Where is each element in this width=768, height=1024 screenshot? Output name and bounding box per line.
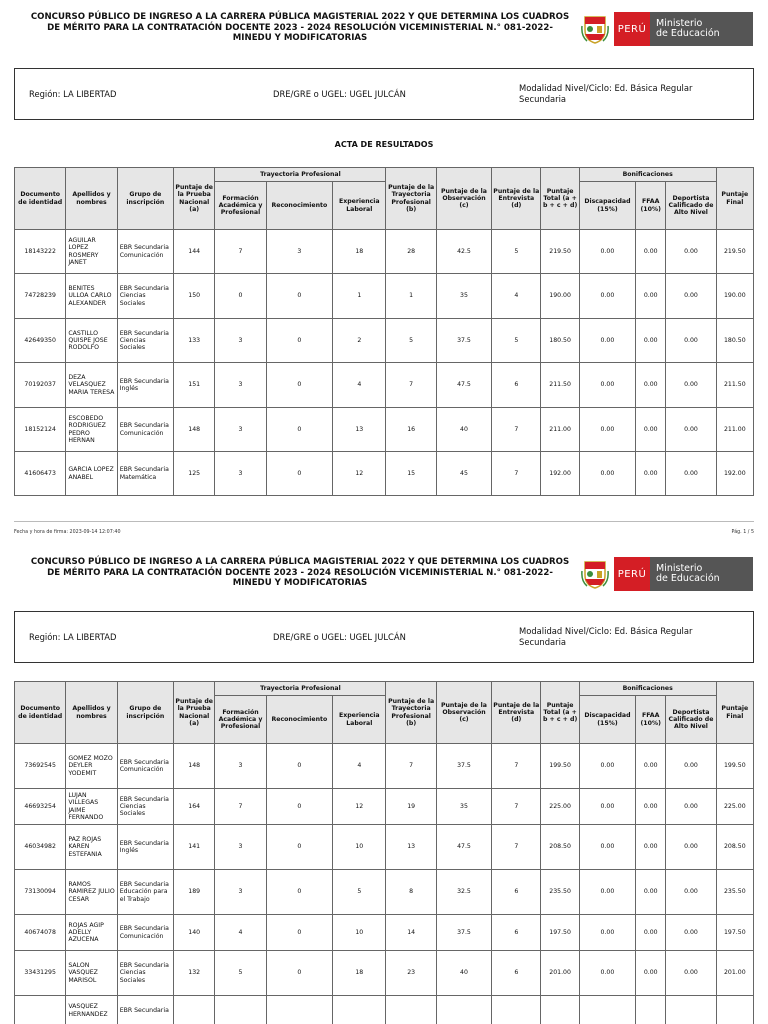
cell-grupo: EBR Secundaria Ciencias Sociales: [117, 789, 173, 825]
cell-entrevista: 6: [492, 363, 541, 408]
cell-documento: 40674078: [15, 915, 66, 951]
cell-discapacidad: 0.00: [579, 825, 635, 870]
cell-grupo: EBR Secundaria Comunicación: [117, 408, 173, 452]
peru-crest-icon: [576, 557, 614, 591]
cell-ffaa: 0.00: [636, 408, 666, 452]
document-title: CONCURSO PÚBLICO DE INGRESO A LA CARRERA PÚBLICA MAGISTERIAL 2022 Y QUE DETERMINA LOS CUADROS DE MÉRITO PARA LA CONTRATACIÓN DOCENTE 2023 - 2024 RESOLUCIÓN VICEMINISTERIAL N.° 081-2022-MINEDU Y MODIFICATORIAS: [30, 557, 570, 589]
cell-final: 190.00: [716, 274, 753, 319]
col-final: Puntaje Final: [716, 168, 753, 230]
cell-grupo: EBR Secundaria Ciencias Sociales: [117, 951, 173, 996]
table-row: [15, 870, 754, 915]
cell-apellidos: GOMEZ MOZO DEYLER YODEMIT: [66, 744, 117, 789]
cell-entrevista: 5: [492, 230, 541, 274]
col-documento: Documento de identidad: [15, 168, 66, 230]
cell-documento: 18143222: [15, 230, 66, 274]
table-row: [15, 915, 754, 951]
cell-entrevista: 4: [492, 274, 541, 319]
col-final: Puntaje Final: [716, 682, 753, 744]
col-puntaje-pn: Puntaje de la Prueba Nacional (a): [174, 168, 215, 230]
cell-apellidos: PAZ ROJAS KAREN ESTEFANIA: [66, 825, 117, 870]
cell-final: 201.00: [716, 951, 753, 996]
col-grupo: Grupo de inscripción: [117, 168, 173, 230]
cell-grupo: EBR Secundaria: [117, 996, 173, 1024]
cell-entrevista: 6: [492, 870, 541, 915]
cell-experiencia: 12: [333, 452, 386, 496]
peru-crest-icon: [576, 12, 614, 46]
cell-formacion: 3: [215, 319, 266, 363]
table-row: [15, 363, 754, 408]
cell-puntaje-tp: 5: [386, 319, 436, 363]
cell-deportista: 0.00: [666, 230, 716, 274]
cell-experiencia: 2: [333, 319, 386, 363]
cell-ffaa: 0.00: [636, 870, 666, 915]
cell-apellidos: CASTILLO QUISPE JOSE RODOLFO: [66, 319, 117, 363]
cell-puntaje-tp: 1: [386, 274, 436, 319]
col-deportista: Deportista Calificado de Alto Nivel: [666, 696, 716, 744]
cell-formacion: 3: [215, 744, 266, 789]
table-row: [15, 274, 754, 319]
cell-deportista: 0.00: [666, 870, 716, 915]
cell-discapacidad: 0.00: [579, 789, 635, 825]
cell-reconocimiento: 0: [266, 915, 332, 951]
cell-apellidos: GARCIA LOPEZ ANABEL: [66, 452, 117, 496]
cell-total: 201.00: [541, 951, 579, 996]
col-ffaa: FFAA (10%): [636, 696, 666, 744]
cell-observacion: 40: [436, 408, 491, 452]
table-row: [15, 825, 754, 870]
document-title: CONCURSO PÚBLICO DE INGRESO A LA CARRERA PÚBLICA MAGISTERIAL 2022 Y QUE DETERMINA LOS CUADROS DE MÉRITO PARA LA CONTRATACIÓN DOCENTE 2023 - 2024 RESOLUCIÓN VICEMINISTERIAL N.° 081-2022-MINEDU Y MODIFICATORIAS: [30, 12, 570, 44]
col-trayectoria: Trayectoria Profesional: [215, 168, 386, 182]
col-entrevista: Puntaje de la Entrevista (d): [492, 168, 541, 230]
cell-discapacidad: 0.00: [579, 274, 635, 319]
cell-reconocimiento: 0: [266, 319, 332, 363]
logo-ministry: Ministerio de Educación: [650, 557, 753, 591]
cell-apellidos: DEZA VELASQUEZ MARIA TERESA: [66, 363, 117, 408]
cell-deportista: 0.00: [666, 951, 716, 996]
cell-puntaje-tp: 15: [386, 452, 436, 496]
cell-formacion: 3: [215, 363, 266, 408]
cell-formacion: 3: [215, 870, 266, 915]
col-apellidos: Apellidos y nombres: [66, 682, 117, 744]
col-puntaje-tp: Puntaje de la Trayectoria Profesional (b): [386, 168, 436, 230]
results-table-2: [14, 681, 754, 1024]
cell-discapacidad: 0.00: [579, 870, 635, 915]
cell-total: 219.50: [541, 230, 579, 274]
table-row: [15, 230, 754, 274]
cell-puntaje-tp: 23: [386, 951, 436, 996]
cell-final: [716, 996, 753, 1024]
page-header: [14, 8, 754, 52]
cell-apellidos: LUJAN VILLEGAS JAIME FERNANDO: [66, 789, 117, 825]
cell-total: 190.00: [541, 274, 579, 319]
table-row: [15, 996, 754, 1024]
cell-puntaje-pn: 140: [174, 915, 215, 951]
col-observacion: Puntaje de la Observación (c): [436, 682, 491, 744]
cell-documento: 73130094: [15, 870, 66, 915]
page-header: [14, 553, 754, 597]
minedu-logo: [576, 557, 753, 591]
cell-grupo: EBR Secundaria Comunicación: [117, 230, 173, 274]
cell-puntaje-tp: 19: [386, 789, 436, 825]
cell-observacion: 47.5: [436, 825, 491, 870]
cell-apellidos: AGUILAR LOPEZ ROSMERY JANET: [66, 230, 117, 274]
cell-documento: 42649350: [15, 319, 66, 363]
table-row: [15, 951, 754, 996]
cell-apellidos: RAMOS RAMIREZ JULIO CESAR: [66, 870, 117, 915]
cell-total: 180.50: [541, 319, 579, 363]
col-formacion: Formación Académica y Profesional: [215, 182, 266, 230]
col-apellidos: Apellidos y nombres: [66, 168, 117, 230]
cell-grupo: EBR Secundaria Comunicación: [117, 744, 173, 789]
cell-formacion: 0: [215, 274, 266, 319]
cell-total: 208.50: [541, 825, 579, 870]
cell-deportista: 0.00: [666, 363, 716, 408]
cell-discapacidad: 0.00: [579, 452, 635, 496]
cell-puntaje-tp: 7: [386, 744, 436, 789]
modalidad-label: Modalidad Nivel/Ciclo: Ed. Básica Regular Secundaria: [519, 626, 693, 647]
cell-deportista: 0.00: [666, 789, 716, 825]
cell-grupo: EBR Secundaria Inglés: [117, 825, 173, 870]
col-experiencia: Experiencia Laboral: [333, 696, 386, 744]
cell-deportista: 0.00: [666, 452, 716, 496]
cell-entrevista: [492, 996, 541, 1024]
info-box: [14, 68, 754, 120]
cell-apellidos: BENITES ULLOA CARLO ALEXANDER: [66, 274, 117, 319]
cell-grupo: EBR Secundaria Inglés: [117, 363, 173, 408]
cell-formacion: 3: [215, 825, 266, 870]
cell-observacion: 32.5: [436, 870, 491, 915]
logo-country: PERÚ: [614, 557, 650, 591]
cell-experiencia: 13: [333, 408, 386, 452]
cell-formacion: 3: [215, 408, 266, 452]
cell-ffaa: 0.00: [636, 825, 666, 870]
cell-reconocimiento: 0: [266, 363, 332, 408]
footer-divider: [14, 521, 754, 522]
modalidad-label: Modalidad Nivel/Ciclo: Ed. Básica Regular Secundaria: [519, 83, 693, 104]
cell-observacion: 37.5: [436, 319, 491, 363]
cell-documento: 73692545: [15, 744, 66, 789]
cell-deportista: 0.00: [666, 319, 716, 363]
cell-grupo: EBR Secundaria Matemática: [117, 452, 173, 496]
cell-puntaje-pn: 148: [174, 744, 215, 789]
cell-documento: 33431295: [15, 951, 66, 996]
cell-formacion: 3: [215, 452, 266, 496]
cell-ffaa: 0.00: [636, 230, 666, 274]
table-row: [15, 452, 754, 496]
col-total: Puntaje Total (a + b + c + d): [541, 682, 579, 744]
info-box: [14, 611, 754, 663]
cell-puntaje-pn: 164: [174, 789, 215, 825]
cell-puntaje-tp: [386, 996, 436, 1024]
cell-experiencia: [333, 996, 386, 1024]
cell-documento: [15, 996, 66, 1024]
cell-entrevista: 7: [492, 408, 541, 452]
cell-final: 211.00: [716, 408, 753, 452]
cell-total: 211.00: [541, 408, 579, 452]
cell-documento: 70192037: [15, 363, 66, 408]
cell-experiencia: 18: [333, 951, 386, 996]
cell-deportista: [666, 996, 716, 1024]
cell-experiencia: 10: [333, 915, 386, 951]
cell-apellidos: VASQUEZ HERNANDEZ: [66, 996, 117, 1024]
cell-puntaje-pn: 133: [174, 319, 215, 363]
cell-deportista: 0.00: [666, 408, 716, 452]
cell-entrevista: 7: [492, 452, 541, 496]
minedu-logo: [576, 12, 753, 46]
cell-final: 219.50: [716, 230, 753, 274]
cell-ffaa: 0.00: [636, 951, 666, 996]
cell-experiencia: 4: [333, 744, 386, 789]
cell-observacion: 40: [436, 951, 491, 996]
table-row: [15, 744, 754, 789]
cell-deportista: 0.00: [666, 744, 716, 789]
col-ffaa: FFAA (10%): [636, 182, 666, 230]
cell-experiencia: 1: [333, 274, 386, 319]
cell-entrevista: 7: [492, 789, 541, 825]
col-deportista: Deportista Calificado de Alto Nivel: [666, 182, 716, 230]
cell-formacion: 7: [215, 789, 266, 825]
cell-puntaje-pn: 125: [174, 452, 215, 496]
cell-puntaje-pn: 148: [174, 408, 215, 452]
col-bonificaciones: Bonificaciones: [579, 682, 716, 696]
cell-observacion: 47.5: [436, 363, 491, 408]
cell-total: 192.00: [541, 452, 579, 496]
cell-final: 208.50: [716, 825, 753, 870]
cell-puntaje-pn: 151: [174, 363, 215, 408]
cell-total: 197.50: [541, 915, 579, 951]
cell-reconocimiento: 0: [266, 744, 332, 789]
cell-total: 211.50: [541, 363, 579, 408]
col-reconocimiento: Reconocimiento: [266, 182, 332, 230]
cell-reconocimiento: [266, 996, 332, 1024]
cell-observacion: 37.5: [436, 744, 491, 789]
cell-reconocimiento: 0: [266, 408, 332, 452]
acta-title: ACTA DE RESULTADOS: [334, 140, 434, 149]
cell-ffaa: 0.00: [636, 789, 666, 825]
cell-final: 225.00: [716, 789, 753, 825]
cell-observacion: 37.5: [436, 915, 491, 951]
col-discapacidad: Discapacidad (15%): [579, 696, 635, 744]
cell-deportista: 0.00: [666, 274, 716, 319]
cell-final: 235.50: [716, 870, 753, 915]
cell-puntaje-tp: 16: [386, 408, 436, 452]
cell-puntaje-pn: 132: [174, 951, 215, 996]
cell-formacion: [215, 996, 266, 1024]
cell-reconocimiento: 0: [266, 825, 332, 870]
cell-grupo: EBR Secundaria Ciencias Sociales: [117, 319, 173, 363]
cell-deportista: 0.00: [666, 825, 716, 870]
cell-entrevista: 6: [492, 951, 541, 996]
cell-ffaa: 0.00: [636, 274, 666, 319]
cell-ffaa: 0.00: [636, 915, 666, 951]
cell-ffaa: 0.00: [636, 452, 666, 496]
logo-country: PERÚ: [614, 12, 650, 46]
cell-discapacidad: 0.00: [579, 230, 635, 274]
cell-puntaje-tp: 28: [386, 230, 436, 274]
col-bonificaciones: Bonificaciones: [579, 168, 716, 182]
cell-entrevista: 7: [492, 825, 541, 870]
cell-discapacidad: 0.00: [579, 951, 635, 996]
cell-discapacidad: 0.00: [579, 319, 635, 363]
cell-ffaa: [636, 996, 666, 1024]
col-formacion: Formación Académica y Profesional: [215, 696, 266, 744]
cell-discapacidad: 0.00: [579, 744, 635, 789]
cell-grupo: EBR Secundaria Comunicación: [117, 915, 173, 951]
cell-experiencia: 12: [333, 789, 386, 825]
cell-observacion: 35: [436, 274, 491, 319]
cell-experiencia: 4: [333, 363, 386, 408]
cell-discapacidad: 0.00: [579, 408, 635, 452]
cell-puntaje-pn: 150: [174, 274, 215, 319]
logo-ministry: Ministerio de Educación: [650, 12, 753, 46]
col-experiencia: Experiencia Laboral: [333, 182, 386, 230]
cell-puntaje-tp: 7: [386, 363, 436, 408]
cell-entrevista: 7: [492, 744, 541, 789]
cell-final: 211.50: [716, 363, 753, 408]
cell-final: 197.50: [716, 915, 753, 951]
cell-puntaje-tp: 13: [386, 825, 436, 870]
col-reconocimiento: Reconocimiento: [266, 696, 332, 744]
region-label: Región: LA LIBERTAD: [29, 89, 117, 99]
cell-puntaje-pn: 144: [174, 230, 215, 274]
col-discapacidad: Discapacidad (15%): [579, 182, 635, 230]
results-body-2: [15, 744, 754, 1024]
cell-reconocimiento: 3: [266, 230, 332, 274]
cell-observacion: 42.5: [436, 230, 491, 274]
cell-total: 235.50: [541, 870, 579, 915]
col-puntaje-pn: Puntaje de la Prueba Nacional (a): [174, 682, 215, 744]
cell-final: 192.00: [716, 452, 753, 496]
col-total: Puntaje Total (a + b + c + d): [541, 168, 579, 230]
cell-reconocimiento: 0: [266, 452, 332, 496]
cell-puntaje-pn: [174, 996, 215, 1024]
cell-observacion: [436, 996, 491, 1024]
cell-puntaje-pn: 141: [174, 825, 215, 870]
cell-experiencia: 18: [333, 230, 386, 274]
cell-discapacidad: 0.00: [579, 363, 635, 408]
region-label: Región: LA LIBERTAD: [29, 632, 117, 642]
cell-puntaje-tp: 14: [386, 915, 436, 951]
results-body-1: [15, 230, 754, 496]
cell-total: 199.50: [541, 744, 579, 789]
cell-final: 199.50: [716, 744, 753, 789]
cell-formacion: 7: [215, 230, 266, 274]
cell-documento: 46693254: [15, 789, 66, 825]
table-row: [15, 408, 754, 452]
cell-total: 225.00: [541, 789, 579, 825]
cell-apellidos: SALON VASQUEZ MARISOL: [66, 951, 117, 996]
cell-final: 180.50: [716, 319, 753, 363]
results-table-1: [14, 167, 754, 496]
cell-experiencia: 10: [333, 825, 386, 870]
cell-formacion: 5: [215, 951, 266, 996]
cell-reconocimiento: 0: [266, 951, 332, 996]
col-entrevista: Puntaje de la Entrevista (d): [492, 682, 541, 744]
document-page-2: [0, 545, 768, 1024]
cell-entrevista: 5: [492, 319, 541, 363]
cell-observacion: 35: [436, 789, 491, 825]
col-trayectoria: Trayectoria Profesional: [215, 682, 386, 696]
cell-discapacidad: 0.00: [579, 915, 635, 951]
cell-apellidos: ROJAS AGIP ADELLY AZUCENA: [66, 915, 117, 951]
col-observacion: Puntaje de la Observación (c): [436, 168, 491, 230]
cell-total: [541, 996, 579, 1024]
cell-puntaje-pn: 189: [174, 870, 215, 915]
ugel-label: DRE/GRE o UGEL: UGEL JULCÁN: [273, 89, 406, 99]
cell-reconocimiento: 0: [266, 274, 332, 319]
cell-grupo: EBR Secundaria Educación para el Trabajo: [117, 870, 173, 915]
cell-experiencia: 5: [333, 870, 386, 915]
footer-page: Pág. 1 / 5: [731, 530, 754, 535]
cell-documento: 46034982: [15, 825, 66, 870]
cell-documento: 74728239: [15, 274, 66, 319]
cell-reconocimiento: 0: [266, 870, 332, 915]
table-row: [15, 319, 754, 363]
cell-apellidos: ESCOBEDO RODRIGUEZ PEDRO HERNAN: [66, 408, 117, 452]
col-grupo: Grupo de inscripción: [117, 682, 173, 744]
cell-discapacidad: [579, 996, 635, 1024]
cell-grupo: EBR Secundaria Ciencias Sociales: [117, 274, 173, 319]
footer-date: Fecha y hora de firma: 2023-09-14 12:07:40: [14, 530, 121, 535]
cell-observacion: 45: [436, 452, 491, 496]
cell-deportista: 0.00: [666, 915, 716, 951]
cell-documento: 18152124: [15, 408, 66, 452]
cell-entrevista: 6: [492, 915, 541, 951]
cell-ffaa: 0.00: [636, 744, 666, 789]
cell-ffaa: 0.00: [636, 319, 666, 363]
cell-formacion: 4: [215, 915, 266, 951]
table-row: [15, 789, 754, 825]
ugel-label: DRE/GRE o UGEL: UGEL JULCÁN: [273, 632, 406, 642]
cell-ffaa: 0.00: [636, 363, 666, 408]
col-puntaje-tp: Puntaje de la Trayectoria Profesional (b): [386, 682, 436, 744]
cell-reconocimiento: 0: [266, 789, 332, 825]
cell-documento: 41606473: [15, 452, 66, 496]
cell-puntaje-tp: 8: [386, 870, 436, 915]
col-documento: Documento de identidad: [15, 682, 66, 744]
